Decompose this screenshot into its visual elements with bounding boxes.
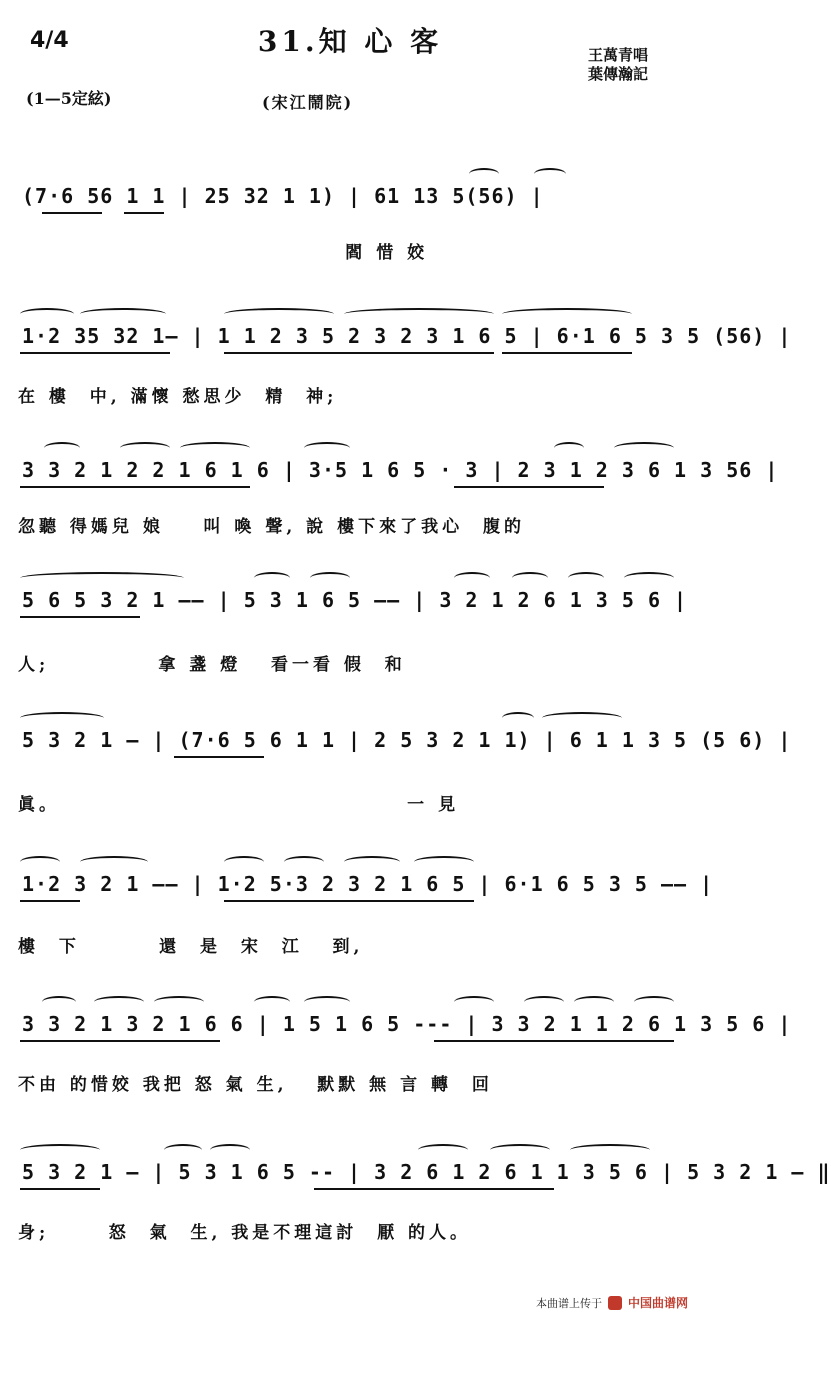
credit-transcriber: 葉傳瀚記 [587, 65, 648, 83]
time-signature: 4/4 [30, 28, 69, 53]
stave-notes: 5 6 5 3 2 1 —— | 5 3 1 6 5 —— | 3 2 1 2 6 1 3 5 6 | [22, 588, 688, 612]
stave-notes: (7·6 56 1 1 | 25 32 1 1) | 61 13 5(56) | [22, 184, 544, 208]
stave-5-notes [14, 722, 792, 762]
song-title: 31.知 心 客 [257, 25, 443, 58]
stave-3-notes [14, 452, 779, 492]
stave-7-notes [14, 1006, 792, 1046]
scene-name: (宋江鬧院) [262, 93, 354, 112]
stave-1-lyrics: 閻 惜 姣 [18, 243, 429, 263]
stave-5-lyrics: 眞。 一 見 [18, 795, 460, 815]
credit-singer: 王萬青唱 [587, 46, 648, 64]
stave-notes: 3 3 2 1 2 2 1 6 1 6 | 3·5 1 6 5 · 3 | 2 3 1 2 3 6 1 3 56 | [22, 458, 779, 482]
stave-notes: 5 3 2 1 — | (7·6 5 6 1 1 | 2 5 3 2 1 1) | 6 1 1 3 5 (5 6) | [22, 728, 792, 752]
stave-6-lyrics: 樓 下 還 是 宋 江 到, [18, 937, 364, 957]
stave-notes: 5 3 2 1 — | 5 3 1 6 5 -- | 3 2 6 1 2 6 1 1 3 5 6 | 5 3 2 1 — ‖ [22, 1160, 831, 1184]
stave-2-lyrics: 在 樓 中, 滿懷 愁思少 精 神; [18, 387, 338, 407]
stave-3-lyrics: 忽聽 得媽兒 娘 叫 喚 聲, 說 樓下來了我心 腹的 [18, 517, 525, 537]
stave-notes: 1·2 35 32 1— | 1 1 2 3 5 2 3 2 3 1 6 5 | 6·1 6 5 3 5 (56) | [22, 324, 792, 348]
stave-notes: 3 3 2 1 3 2 1 6 6 | 1 5 1 6 5 --- | 3 3 2 1 1 2 6 1 3 5 6 | [22, 1012, 792, 1036]
stave-4-notes [14, 582, 690, 622]
footer-text: 本曲谱上传于 [535, 1297, 602, 1310]
stave-8-notes [14, 1154, 831, 1194]
site-name: 中国曲谱网 [627, 1296, 688, 1310]
stave-1-notes [14, 178, 690, 218]
site-logo-icon [608, 1296, 622, 1310]
footer-watermark [536, 1294, 688, 1311]
stave-7-lyrics: 不由 的惜姣 我把 怒 氣 生, 默默 無 言 轉 回 [18, 1075, 493, 1095]
stave-notes: 1·2 3 2 1 —— | 1·2 5·3 2 3 2 1 6 5 | 6·1 6 5 3 5 —— | [22, 872, 714, 896]
tuning-note: (1—5定絃) [26, 89, 112, 108]
credits [588, 46, 648, 84]
stave-2-notes [14, 318, 792, 358]
stave-4-lyrics: 人; 拿 盞 燈 看一看 假 和 [18, 655, 406, 675]
stave-6-notes [14, 866, 714, 906]
stave-8-lyrics: 身; 怒 氣 生, 我是不理這討 厭 的人。 [18, 1223, 472, 1243]
